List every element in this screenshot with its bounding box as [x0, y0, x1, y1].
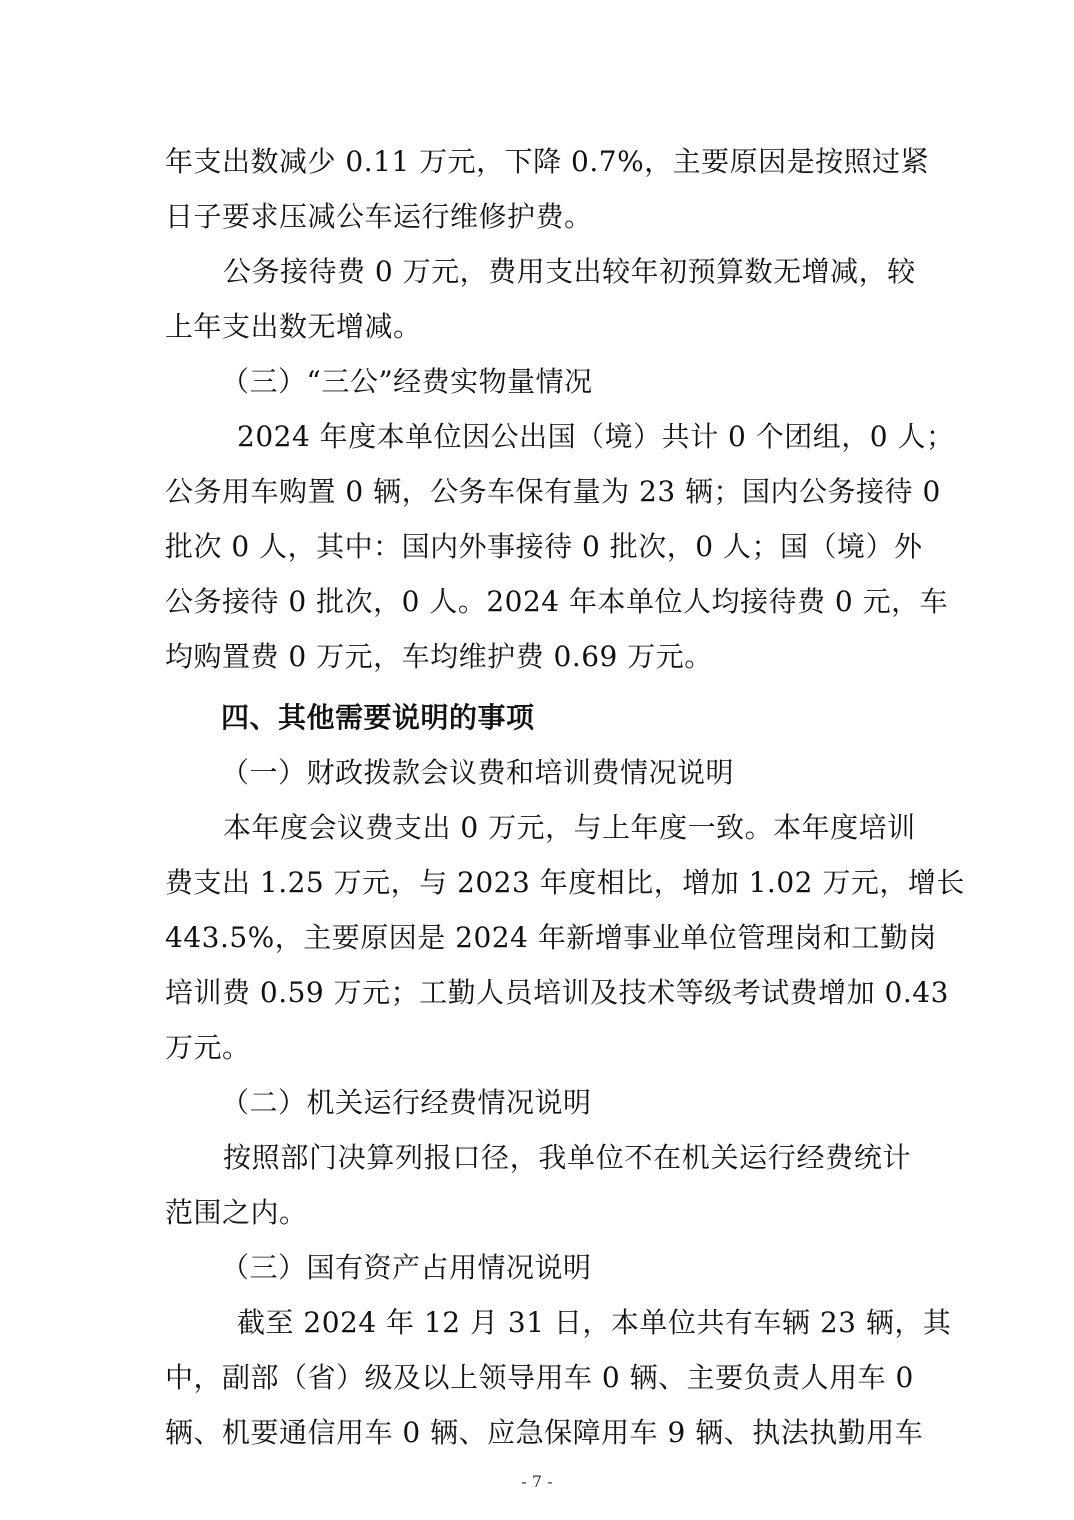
paragraph-line: 批次 0 人，其中：国内外事接待 0 批次，0 人；国（境）外	[165, 530, 923, 563]
paragraph-line: 年支出数减少 0.11 万元，下降 0.7%，主要原因是按照过紧	[165, 145, 930, 178]
paragraph-line: 公务接待费 0 万元，费用支出较年初预算数无增减，较	[223, 255, 916, 288]
paragraph-line: 中，副部（省）级及以上领导用车 0 辆、主要负责人用车 0	[165, 1361, 914, 1394]
paragraph-line: 辆、机要通信用车 0 辆、应急保障用车 9 辆、执法执勤用车	[165, 1416, 924, 1449]
paragraph-line: 培训费 0.59 万元；工勤人员培训及技术等级考试费增加 0.43	[165, 976, 949, 1009]
section-subheading: （二）机关运行经费情况说明	[221, 1086, 592, 1119]
paragraph-line: 万元。	[165, 1031, 251, 1064]
section-subheading: （一）财政拨款会议费和培训费情况说明	[221, 756, 735, 789]
paragraph-line: 上年支出数无增减。	[165, 310, 422, 343]
paragraph-line: 443.5%，主要原因是 2024 年新增事业单位管理岗和工勤岗	[165, 921, 937, 954]
section-heading: 四、其他需要说明的事项	[221, 701, 535, 734]
section-subheading: （三）国有资产占用情况说明	[221, 1251, 592, 1284]
paragraph-line: 2024 年度本单位因公出国（境）共计 0 个团组，0 人；	[237, 420, 955, 453]
document-body	[165, 138, 965, 1464]
paragraph-line: 按照部门决算列报口径，我单位不在机关运行经费统计	[223, 1141, 911, 1174]
paragraph-line: 本年度会议费支出 0 万元，与上年度一致。本年度培训	[223, 811, 916, 844]
paragraph-line: 日子要求压减公车运行维修护费。	[165, 200, 593, 233]
page-number: - 7 -	[521, 1472, 553, 1491]
section-subheading: （三）“三公”经费实物量情况	[221, 365, 593, 398]
paragraph-line: 截至 2024 年 12 月 31 日，本单位共有车辆 23 辆，其	[237, 1306, 952, 1339]
paragraph-line: 均购置费 0 万元，车均维护费 0.69 万元。	[165, 640, 713, 673]
paragraph-line: 范围之内。	[165, 1196, 308, 1229]
paragraph-line: 公务用车购置 0 辆，公务车保有量为 23 辆；国内公务接待 0	[165, 475, 941, 508]
paragraph-line: 费支出 1.25 万元，与 2023 年度相比，增加 1.02 万元，增长	[165, 866, 965, 899]
paragraph-line: 公务接待 0 批次，0 人。2024 年本单位人均接待费 0 元，车	[165, 585, 949, 618]
